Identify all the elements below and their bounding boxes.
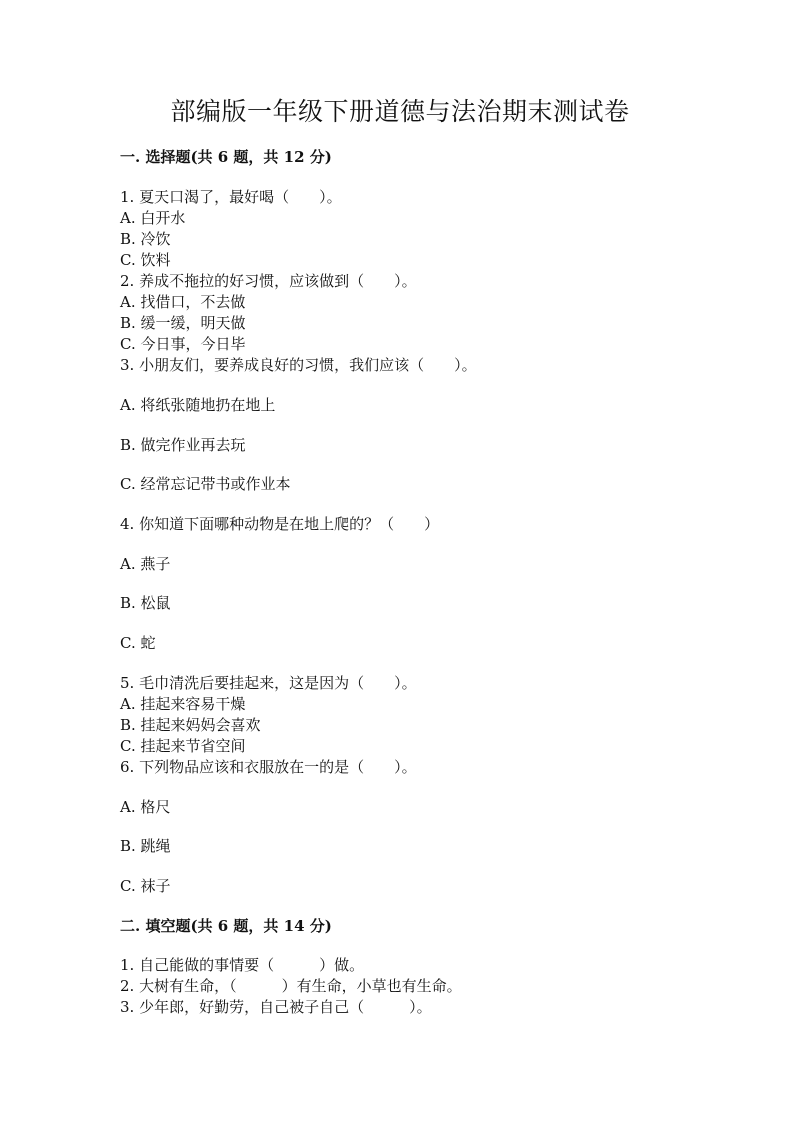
- question-4-option-c: C. 蛇: [120, 634, 156, 652]
- question-2-stem: 2. 养成不拖拉的好习惯，应该做到（ ）。: [120, 272, 417, 290]
- question-5-option-a: A. 挂起来容易干燥: [120, 695, 246, 713]
- question-2-option-a: A. 找借口，不去做: [120, 293, 246, 311]
- question-1-option-c: C. 饮料: [120, 251, 171, 269]
- question-3-option-b: B. 做完作业再去玩: [120, 436, 246, 454]
- question-5-option-c: C. 挂起来节省空间: [120, 737, 246, 755]
- section-heading-choice: 一. 选择题(共 6 题，共 12 分): [120, 148, 332, 166]
- question-4-stem: 4. 你知道下面哪种动物是在地上爬的？（ ）: [120, 515, 440, 533]
- question-4-option-b: B. 松鼠: [120, 594, 171, 612]
- question-1-option-b: B. 冷饮: [120, 230, 171, 248]
- fill-in-question-2: 2. 大树有生命，（ ）有生命，小草也有生命。: [120, 977, 462, 995]
- question-1-stem: 1. 夏天口渴了，最好喝（ ）。: [120, 188, 342, 206]
- fill-in-question-3: 3. 少年郎，好勤劳，自己被子自己（ ）。: [120, 998, 432, 1016]
- question-3-option-c: C. 经常忘记带书或作业本: [120, 475, 291, 493]
- question-1-option-a: A. 白开水: [120, 209, 186, 227]
- question-3-stem: 3. 小朋友们，要养成良好的习惯，我们应该（ ）。: [120, 356, 477, 374]
- question-2-option-b: B. 缓一缓，明天做: [120, 314, 246, 332]
- question-6-stem: 6. 下列物品应该和衣服放在一的是（ ）。: [120, 758, 417, 776]
- question-6-option-a: A. 格尺: [120, 798, 171, 816]
- question-4-option-a: A. 燕子: [120, 555, 171, 573]
- section-heading-fill-in: 二. 填空题(共 6 题，共 14 分): [120, 917, 332, 935]
- question-6-option-c: C. 袜子: [120, 877, 171, 895]
- question-5-stem: 5. 毛巾清洗后要挂起来，这是因为（ ）。: [120, 674, 417, 692]
- question-3-option-a: A. 将纸张随地扔在地上: [120, 396, 276, 414]
- question-6-option-b: B. 跳绳: [120, 837, 171, 855]
- question-5-option-b: B. 挂起来妈妈会喜欢: [120, 716, 261, 734]
- question-2-option-c: C. 今日事，今日毕: [120, 335, 246, 353]
- fill-in-question-1: 1. 自己能做的事情要（ ）做。: [120, 956, 365, 974]
- page-title: 部编版一年级下册道德与法治期末测试卷: [170, 97, 630, 126]
